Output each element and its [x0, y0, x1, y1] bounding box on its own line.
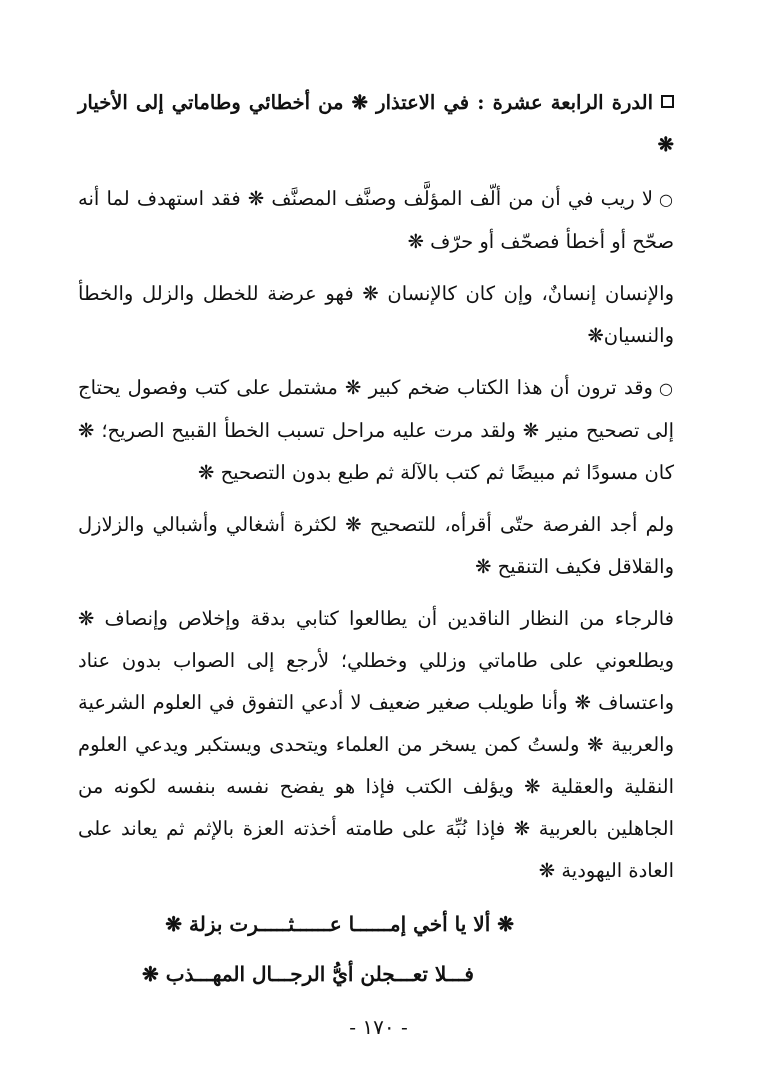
paragraph: [78, 178, 674, 263]
poem-verse: ❋ ألا يا أخي إمــــــا عــــــثـــــرت بزلة ❋: [165, 912, 514, 936]
paragraph-text: لا ريب في أن من ألّف المؤلَّف وصنَّف المصنَّف ❋ فقد استهدف لما أنه صحّح أو أخطأ فصحّف أو حرّف ❋: [78, 187, 674, 253]
circle-bullet-icon: ○: [659, 190, 675, 209]
paragraph: [78, 367, 674, 494]
paragraph: [78, 273, 674, 357]
heading-text: في الاعتذار ❋ من أخطائي وطاماتي إلى الأخيار ❋: [78, 91, 674, 156]
circle-bullet-icon: ○: [658, 379, 674, 398]
checkbox-square-icon: [661, 95, 674, 108]
paragraph-text: ولم أجد الفرصة حتّى أقرأه، للتصحيح ❋ لكثرة أشغالي وأشبالي والزلازل والقلاقل فكيف التنقيح ❋: [78, 513, 674, 578]
paragraph-text: فالرجاء من النظار الناقدين أن يطالعوا كتابي بدقة وإخلاص وإنصاف ❋ ويطلعوني على طاماتي وزللي وخطلي؛ لأرجع إلى الصواب بدون عناد واعتساف ❋ وأنا طويلب صغير ضعيف لا أدعي التفوق في العلوم الشرعية والعربية ❋ ولستُ كمن يسخر من العلماء ويتحدى ويستكبر ويدعي العلوم النقلية والعقلية ❋ ويؤلف الكتب فإذا هو يفضح نفسه بنفسه لكونه من الجاهلين بالعربية ❋ فإذا نُبِّهَ على طامته أخذته العزة بالإثم ثم يعاند على العادة اليهودية ❋: [78, 607, 674, 882]
paragraph-text: وقد ترون أن هذا الكتاب ضخم كبير ❋ مشتمل على كتب وفصول يحتاج إلى تصحيح منير ❋ ولقد مرت عليه مراحل تسبب الخطأ القبيح الصريح؛ ❋ كان مسودًا ثم مبيضًا ثم كتب بالآلة ثم طبع بدون التصحيح ❋: [78, 376, 674, 484]
poem-verse: فـــلا تعـــجلن أيُّ الرجـــال المهـــذب ❋: [142, 962, 474, 986]
section-heading: [78, 82, 674, 166]
paragraph: [78, 598, 674, 892]
page-number: - ١٧٠ -: [349, 1015, 408, 1039]
heading-title: الدرة الرابعة عشرة :: [477, 91, 653, 114]
paragraph-text: والإنسان إنسانٌ، وإن كان كالإنسان ❋ فهو عرضة للخطل والزلل والخطأ والنسيان❋: [78, 282, 674, 347]
paragraph: [78, 504, 674, 588]
page-body: [78, 82, 674, 996]
